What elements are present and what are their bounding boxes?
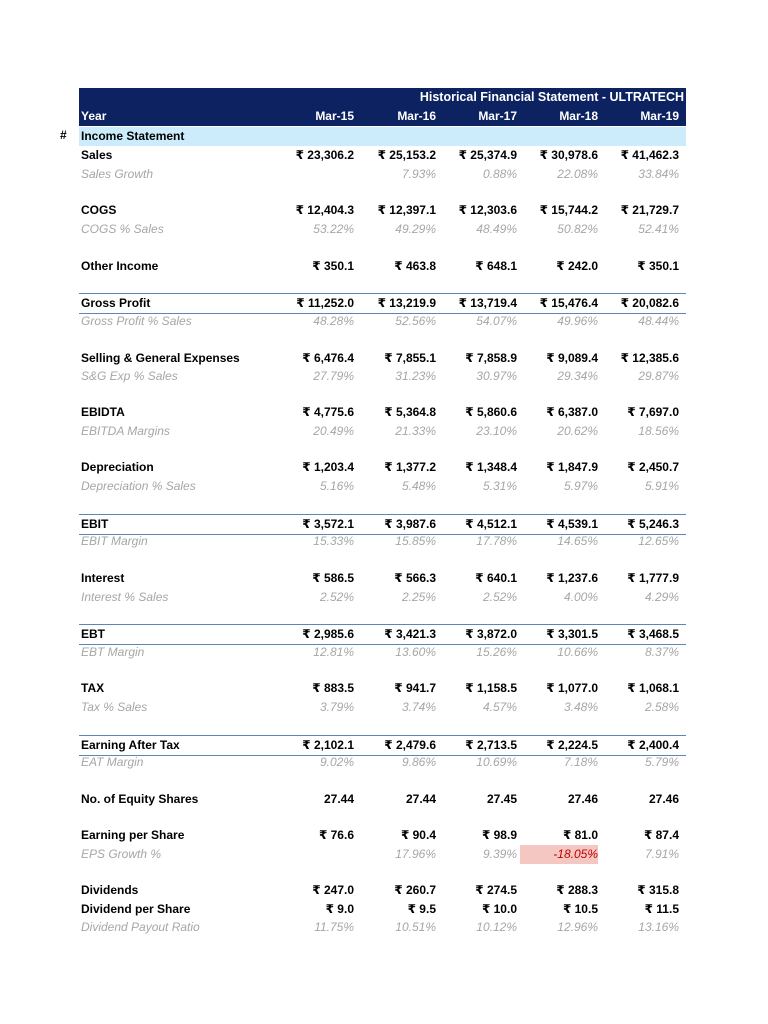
value-cell: ₹ 260.7	[394, 883, 436, 897]
value-cell: 15.26%	[476, 645, 517, 659]
value-cell: 12.65%	[638, 534, 679, 548]
row-label: Gross Profit	[81, 296, 151, 310]
row-tax-pct	[79, 698, 686, 717]
row-label: Depreciation % Sales	[81, 479, 196, 493]
value-cell: 4.00%	[563, 590, 598, 604]
value-cell: 5.48%	[401, 479, 436, 493]
row-dep-pct	[79, 477, 686, 496]
value-cell: ₹ 25,374.9	[458, 148, 517, 162]
section-label: Income Statement	[81, 129, 185, 143]
value-cell: 15.85%	[395, 534, 436, 548]
value-cell: 17.96%	[395, 847, 436, 861]
value-cell: ₹ 1,847.9	[546, 460, 598, 474]
value-cell: ₹ 7,855.1	[384, 351, 436, 365]
year-header: Mar-18	[559, 109, 598, 123]
value-cell: 52.56%	[395, 314, 436, 328]
value-cell: ₹ 350.1	[312, 259, 354, 273]
value-cell: ₹ 2,713.5	[465, 738, 517, 752]
row-label: Earning per Share	[81, 828, 185, 842]
value-cell: ₹ 2,102.1	[302, 738, 354, 752]
value-cell: 49.29%	[395, 222, 436, 236]
value-cell: 27.46	[567, 792, 598, 806]
value-cell: ₹ 2,450.7	[627, 460, 679, 474]
year-header: Mar-19	[640, 109, 679, 123]
row-dividends	[79, 881, 686, 900]
row-label: Selling & General Expenses	[81, 351, 240, 365]
value-cell: 2.25%	[401, 590, 436, 604]
row-sales	[79, 146, 686, 165]
value-cell: ₹ 463.8	[394, 259, 436, 273]
value-cell: ₹ 4,512.1	[465, 517, 517, 531]
value-cell: 27.46	[648, 792, 679, 806]
value-cell: ₹ 21,729.7	[620, 203, 679, 217]
value-cell: 27.79%	[313, 369, 354, 383]
value-cell: 0.88%	[482, 167, 517, 181]
value-cell: ₹ 1,377.2	[384, 460, 436, 474]
value-cell: 31.23%	[395, 369, 436, 383]
value-cell: ₹ 6,476.4	[302, 351, 354, 365]
row-eps-growth	[79, 845, 686, 864]
value-cell: 27.44	[323, 792, 354, 806]
value-cell: ₹ 15,476.4	[539, 296, 598, 310]
value-cell: ₹ 30,978.6	[539, 148, 598, 162]
value-cell: ₹ 25,153.2	[377, 148, 436, 162]
row-label: Other Income	[81, 259, 159, 273]
value-cell: ₹ 566.3	[394, 571, 436, 585]
value-cell: 13.16%	[638, 920, 679, 934]
value-cell: 29.34%	[557, 369, 598, 383]
value-cell: 48.49%	[476, 222, 517, 236]
year-header: Mar-16	[397, 109, 436, 123]
value-cell: 2.52%	[319, 590, 354, 604]
value-cell: ₹ 6,387.0	[546, 405, 598, 419]
row-label: Sales Growth	[81, 167, 154, 181]
row-tax	[79, 679, 686, 698]
row-sga-pct	[79, 367, 686, 386]
row-other-income	[79, 257, 686, 276]
value-cell: ₹ 3,301.5	[546, 627, 598, 641]
value-cell: ₹ 247.0	[312, 883, 354, 897]
value-cell: ₹ 13,719.4	[458, 296, 517, 310]
value-cell: ₹ 3,872.0	[465, 627, 517, 641]
row-label: EAT Margin	[81, 755, 144, 769]
value-cell: ₹ 76.6	[318, 828, 354, 842]
value-cell: ₹ 9,089.4	[546, 351, 598, 365]
value-cell: 7.91%	[644, 847, 679, 861]
value-cell: 5.91%	[644, 479, 679, 493]
value-cell: 48.28%	[313, 314, 354, 328]
row-label: EBIDTA	[81, 405, 125, 419]
year-header: Mar-15	[315, 109, 354, 123]
value-cell: 3.74%	[401, 700, 436, 714]
value-cell: ₹ 242.0	[556, 259, 598, 273]
row-ebitda	[79, 403, 686, 422]
row-shares	[79, 790, 686, 809]
value-cell: 9.02%	[319, 755, 354, 769]
row-label: Dividend Payout Ratio	[81, 920, 200, 934]
value-cell: 27.45	[486, 792, 517, 806]
row-interest-pct	[79, 588, 686, 607]
value-cell: ₹ 10.0	[481, 902, 517, 916]
value-cell: 20.62%	[557, 424, 598, 438]
row-eps	[79, 826, 686, 845]
row-cogs	[79, 201, 686, 220]
value-cell: 23.10%	[476, 424, 517, 438]
value-cell: ₹ 1,158.5	[465, 681, 517, 695]
value-cell: ₹ 90.4	[400, 828, 436, 842]
row-gp-pct	[79, 312, 686, 331]
value-cell: 8.37%	[644, 645, 679, 659]
value-cell: 53.22%	[313, 222, 354, 236]
value-cell: 30.97%	[476, 369, 517, 383]
row-sales-growth	[79, 165, 686, 184]
value-cell: 10.51%	[395, 920, 436, 934]
value-cell: 48.44%	[638, 314, 679, 328]
value-cell: ₹ 586.5	[312, 571, 354, 585]
value-cell: ₹ 288.3	[556, 883, 598, 897]
value-cell: 21.33%	[395, 424, 436, 438]
value-cell: ₹ 3,421.3	[384, 627, 436, 641]
value-cell: ₹ 5,860.6	[465, 405, 517, 419]
value-cell: ₹ 87.4	[643, 828, 679, 842]
value-cell: ₹ 350.1	[637, 259, 679, 273]
value-cell: 22.08%	[557, 167, 598, 181]
row-label: EBT Margin	[81, 645, 145, 659]
header-label: Year	[81, 109, 107, 123]
value-cell: 7.93%	[401, 167, 436, 181]
value-cell: 5.16%	[319, 479, 354, 493]
row-sga	[79, 349, 686, 368]
row-ebitda-margin	[79, 422, 686, 441]
value-cell: 10.66%	[557, 645, 598, 659]
value-cell: ₹ 640.1	[475, 571, 517, 585]
value-cell: ₹ 98.9	[481, 828, 517, 842]
value-cell: ₹ 3,572.1	[302, 517, 354, 531]
row-label: Sales	[81, 148, 113, 162]
value-cell: ₹ 9.5	[407, 902, 436, 916]
value-cell: ₹ 12,385.6	[620, 351, 679, 365]
value-cell: 7.18%	[563, 755, 598, 769]
value-cell: ₹ 12,404.3	[295, 203, 354, 217]
value-cell: 13.60%	[395, 645, 436, 659]
value-cell: ₹ 4,539.1	[546, 517, 598, 531]
section-marker: #	[60, 128, 67, 142]
value-cell: ₹ 20,082.6	[620, 296, 679, 310]
row-label: No. of Equity Shares	[81, 792, 199, 806]
row-label: Tax % Sales	[81, 700, 148, 714]
row-label: EBITDA Margins	[81, 424, 170, 438]
value-cell: 54.07%	[476, 314, 517, 328]
value-cell: ₹ 315.8	[637, 883, 679, 897]
value-cell: 9.86%	[401, 755, 436, 769]
value-cell: 5.31%	[482, 479, 517, 493]
row-label: COGS	[81, 203, 117, 217]
value-cell: ₹ 2,224.5	[546, 738, 598, 752]
row-dps	[79, 900, 686, 919]
value-cell: ₹ 1,237.6	[546, 571, 598, 585]
value-cell: 2.52%	[482, 590, 517, 604]
value-cell: ₹ 15,744.2	[539, 203, 598, 217]
value-cell: ₹ 41,462.3	[620, 148, 679, 162]
value-cell: 15.33%	[313, 534, 354, 548]
row-label: Dividend per Share	[81, 902, 191, 916]
value-cell: 3.79%	[319, 700, 354, 714]
row-label: EPS Growth %	[81, 847, 162, 861]
value-cell: 11.75%	[314, 920, 354, 934]
value-cell: -18.05%	[520, 845, 598, 864]
value-cell: ₹ 1,203.4	[302, 460, 354, 474]
value-cell: ₹ 883.5	[312, 681, 354, 695]
value-cell: 33.84%	[638, 167, 679, 181]
value-cell: ₹ 12,303.6	[458, 203, 517, 217]
row-eat-margin	[79, 753, 686, 772]
value-cell: 2.58%	[644, 700, 679, 714]
value-cell: ₹ 11,252.0	[296, 296, 354, 310]
row-gross-profit	[79, 293, 686, 314]
value-cell: ₹ 81.0	[562, 828, 598, 842]
row-cogs-pct	[79, 220, 686, 239]
value-cell: 14.65%	[557, 534, 598, 548]
value-cell: 17.78%	[476, 534, 517, 548]
row-label: EBT	[81, 627, 105, 641]
value-cell: ₹ 10.5	[562, 902, 598, 916]
value-cell: ₹ 13,219.9	[377, 296, 436, 310]
value-cell: ₹ 4,775.6	[302, 405, 354, 419]
value-cell: ₹ 2,479.6	[384, 738, 436, 752]
value-cell: 9.39%	[482, 847, 517, 861]
value-cell: ₹ 12,397.1	[377, 203, 436, 217]
value-cell: ₹ 1,348.4	[465, 460, 517, 474]
header-row	[79, 107, 686, 126]
value-cell: 12.81%	[313, 645, 354, 659]
year-header: Mar-17	[478, 109, 517, 123]
value-cell: 5.79%	[644, 755, 679, 769]
value-cell: ₹ 2,400.4	[627, 738, 679, 752]
sheet-title: Historical Financial Statement - ULTRATECH	[419, 90, 684, 104]
value-cell: ₹ 1,068.1	[627, 681, 679, 695]
value-cell: ₹ 9.0	[325, 902, 354, 916]
row-label: Depreciation	[81, 460, 154, 474]
row-label: Interest	[81, 571, 125, 585]
value-cell: ₹ 23,306.2	[295, 148, 354, 162]
row-interest	[79, 569, 686, 588]
value-cell: 10.12%	[476, 920, 517, 934]
value-cell: 27.44	[405, 792, 436, 806]
value-cell: 12.96%	[557, 920, 598, 934]
value-cell: ₹ 7,697.0	[627, 405, 679, 419]
value-cell: ₹ 5,246.3	[627, 517, 679, 531]
row-label: Earning After Tax	[81, 738, 180, 752]
row-dep	[79, 458, 686, 477]
value-cell: 4.57%	[482, 700, 517, 714]
value-cell: 50.82%	[557, 222, 598, 236]
value-cell: 4.29%	[644, 590, 679, 604]
value-cell: 52.41%	[638, 222, 679, 236]
row-ebt	[79, 624, 686, 645]
value-cell: 5.97%	[563, 479, 598, 493]
value-cell: 10.69%	[476, 755, 517, 769]
value-cell: 18.56%	[638, 424, 679, 438]
value-cell: ₹ 11.5	[644, 902, 679, 916]
value-cell: ₹ 941.7	[394, 681, 436, 695]
row-label: Interest % Sales	[81, 590, 169, 604]
value-cell: ₹ 3,468.5	[627, 627, 679, 641]
value-cell: 49.96%	[557, 314, 598, 328]
value-cell: ₹ 648.1	[475, 259, 517, 273]
value-cell: ₹ 7,858.9	[465, 351, 517, 365]
value-cell: 29.87%	[638, 369, 679, 383]
value-cell: ₹ 2,985.6	[302, 627, 354, 641]
row-label: EBIT	[81, 517, 109, 531]
row-payout	[79, 918, 686, 937]
value-cell: 3.48%	[563, 700, 598, 714]
value-cell: ₹ 3,987.6	[384, 517, 436, 531]
value-cell: ₹ 5,364.8	[384, 405, 436, 419]
value-cell: ₹ 274.5	[475, 883, 517, 897]
row-label: Dividends	[81, 883, 139, 897]
value-cell: ₹ 1,777.9	[627, 571, 679, 585]
section-row-income-statement	[79, 127, 686, 146]
row-ebit-margin	[79, 532, 686, 551]
row-ebt-margin	[79, 643, 686, 662]
value-cell: ₹ 1,077.0	[546, 681, 598, 695]
row-label: TAX	[81, 681, 105, 695]
value-cell: 20.49%	[313, 424, 354, 438]
row-label: EBIT Margin	[81, 534, 148, 548]
row-label: COGS % Sales	[81, 222, 164, 236]
row-label: S&G Exp % Sales	[81, 369, 178, 383]
row-label: Gross Profit % Sales	[81, 314, 192, 328]
